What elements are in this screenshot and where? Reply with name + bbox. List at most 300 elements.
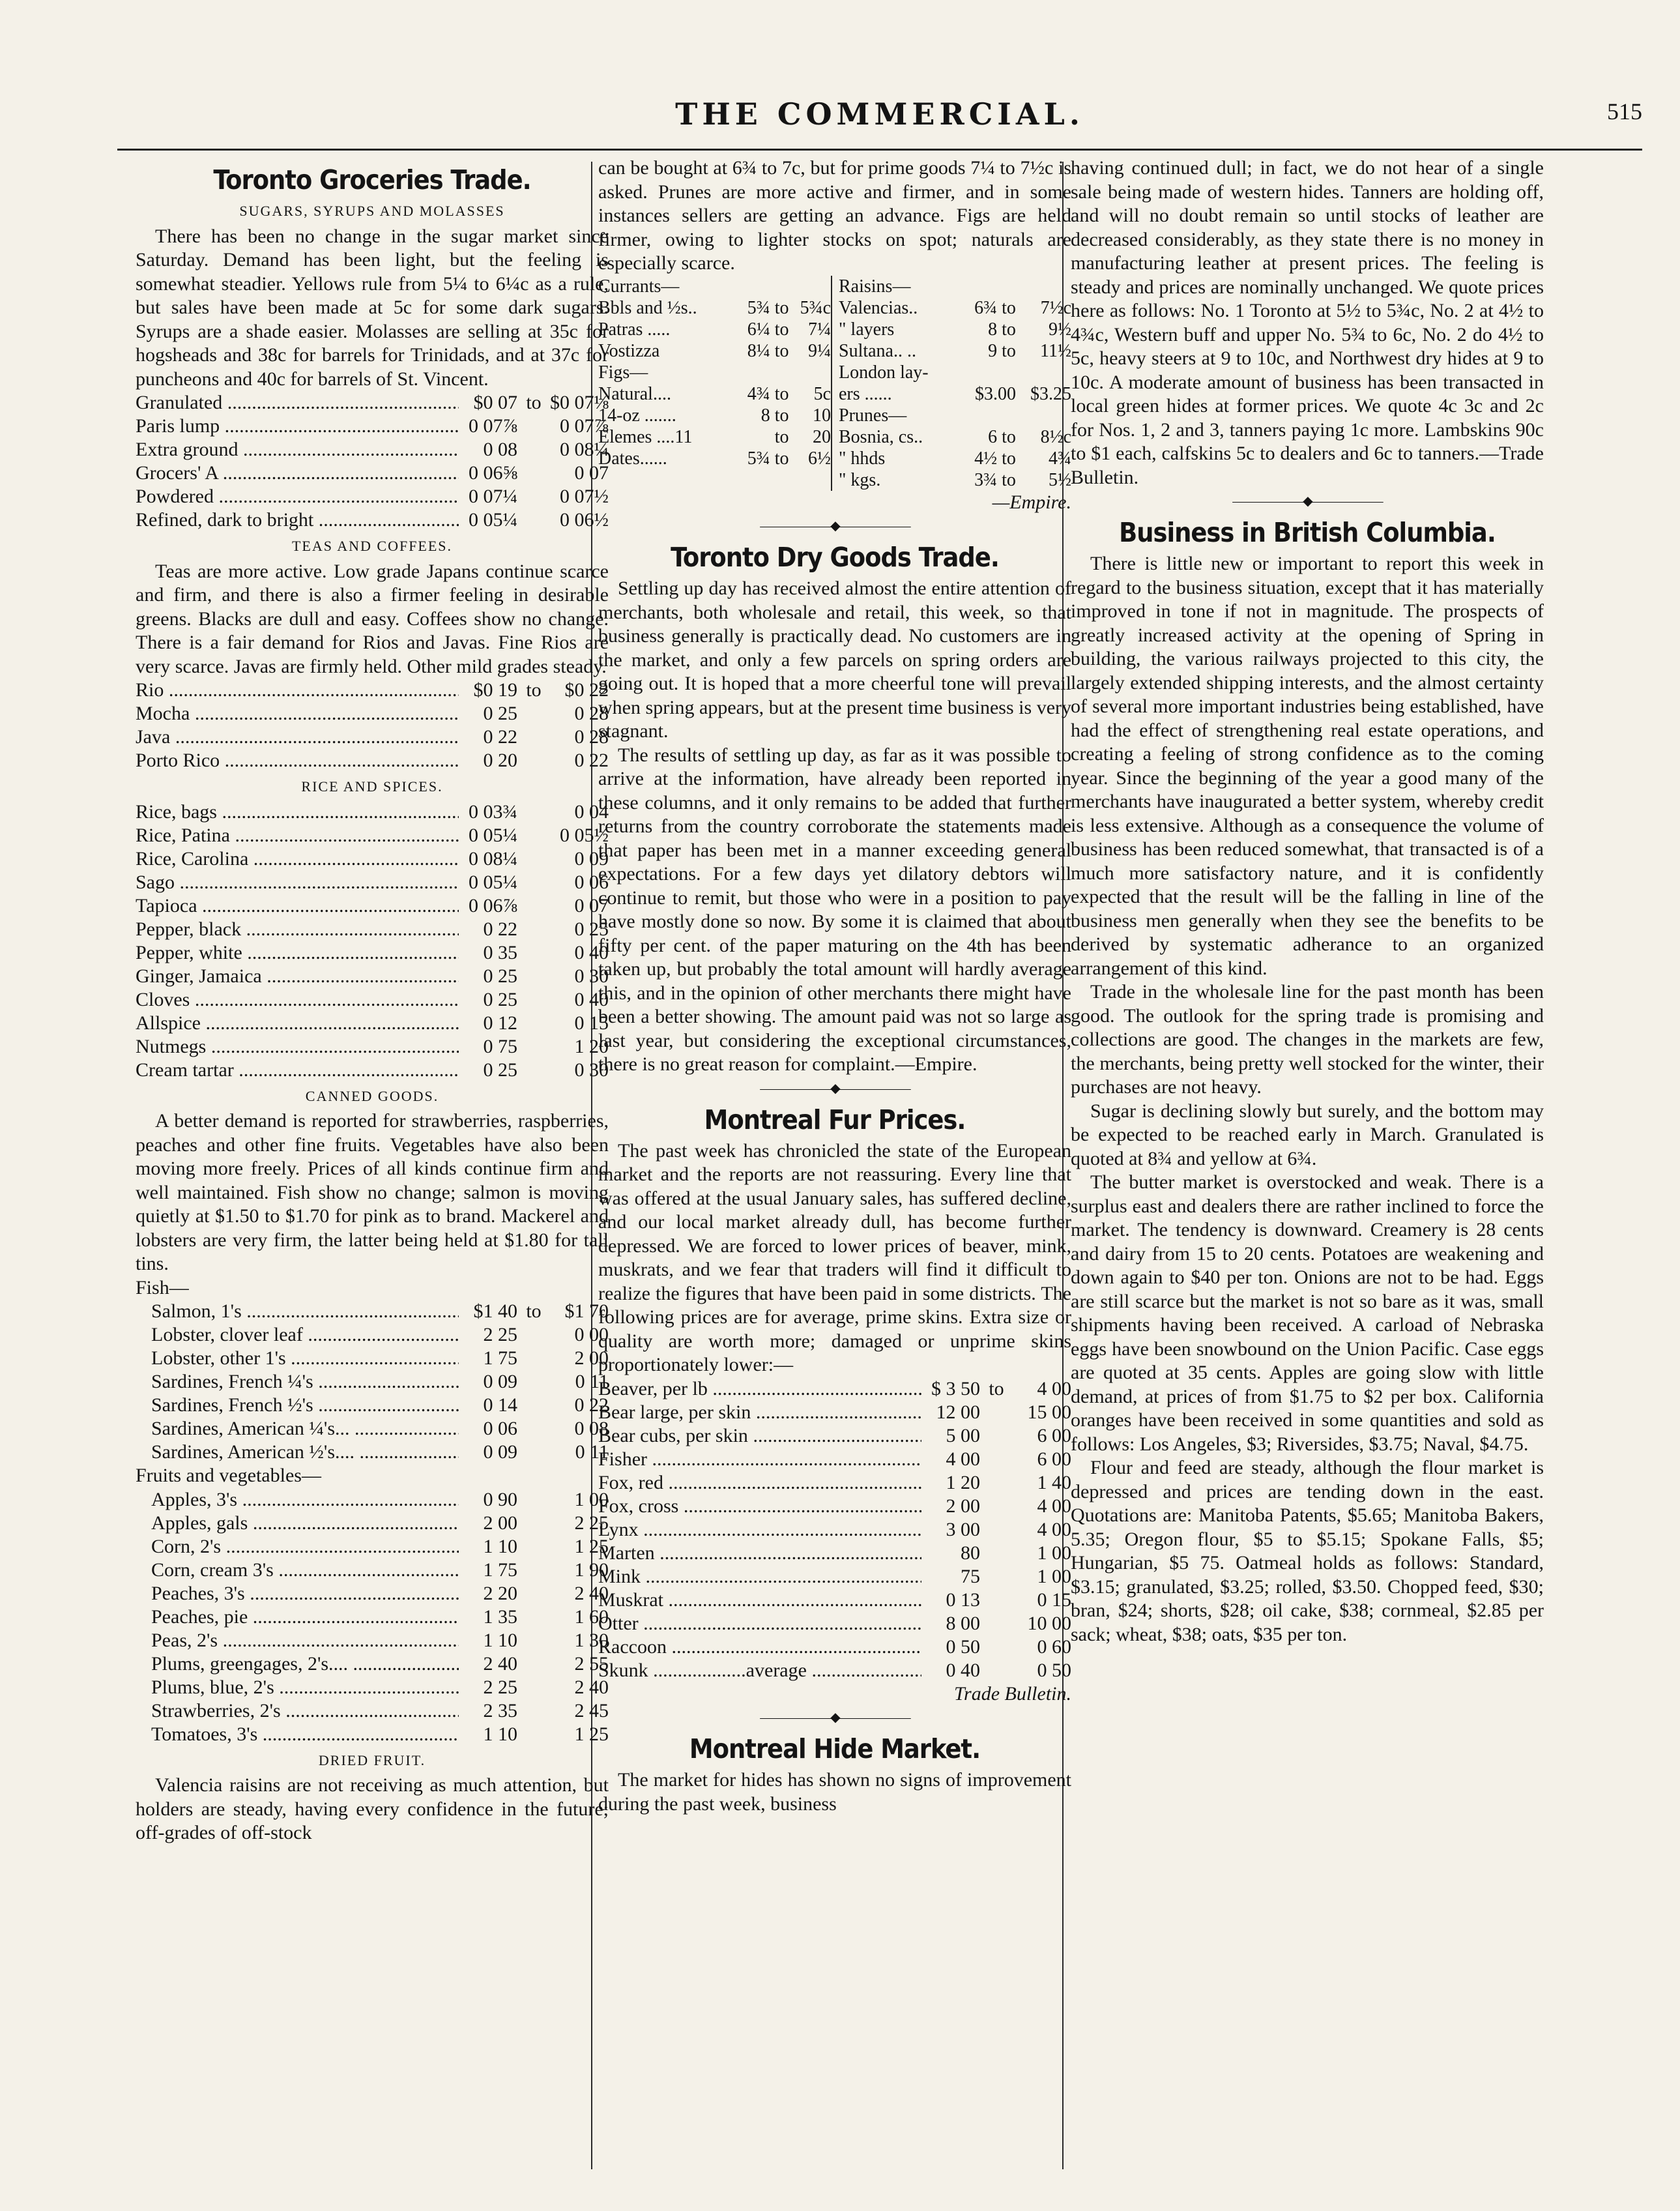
price-low: 8 00 — [946, 1612, 980, 1634]
price-low: 0 50 — [946, 1635, 980, 1658]
price-row — [839, 340, 1071, 362]
price-row — [136, 1441, 609, 1464]
price-low: 5¾ to — [747, 297, 789, 318]
price-low: 0 22 — [483, 918, 517, 940]
price-low: 0 14 — [483, 1394, 517, 1416]
price-high: 2 00 — [574, 1347, 609, 1369]
price-high: 0 07⅞ — [560, 415, 609, 437]
price-to: to — [526, 1300, 542, 1322]
price-row — [839, 383, 1071, 405]
price-high: 1 00 — [574, 1488, 609, 1510]
price-high: 0 25 — [574, 918, 609, 940]
item-name: Peas, 2's ..... — [136, 1629, 459, 1652]
article-heading: Toronto Dry Goods Trade. — [671, 542, 999, 573]
price-low — [960, 276, 1016, 297]
price-row — [598, 1448, 1071, 1471]
price-row — [839, 448, 1071, 469]
price-high: 0 07½ — [560, 486, 609, 507]
item-name: Bear cubs, per skin ..... — [598, 1424, 921, 1448]
price-high — [1016, 362, 1071, 383]
price-row — [598, 1589, 1071, 1612]
item-name: Pepper, white ..... — [136, 941, 459, 965]
price-table — [839, 276, 1071, 491]
group-label: Fish— — [136, 1276, 189, 1298]
price-high: 0 07 — [574, 894, 609, 916]
price-to — [517, 1370, 550, 1394]
price-high: 2 55 — [574, 1652, 609, 1675]
price-row — [136, 871, 609, 894]
paragraph: A better demand is reported for strawberries, raspberries, peaches and other fine fruits. Vegetables have also been moving more freely. Prices of all kinds continue firm and well maintained. Fish show no change; salmon is moving quietly at $1.50 to $1.70 for pink as to brand. Mackerel and lobsters are very firm, the latter being held at $1.80 for tall tins. — [136, 1110, 609, 1274]
price-high: 0 07 — [574, 462, 609, 484]
price-high: 0 22 — [574, 750, 609, 771]
price-row — [598, 340, 831, 362]
item-name: 14-oz ....... — [598, 405, 676, 426]
subheading: CANNED GOODS. — [305, 1087, 439, 1104]
price-low: 0 07⅞ — [469, 415, 517, 437]
price-to — [517, 1012, 550, 1035]
price-high: 0 60 — [1037, 1635, 1071, 1658]
price-to — [517, 1699, 550, 1723]
price-row — [136, 1059, 609, 1082]
price-to — [517, 918, 550, 941]
article-heading: Toronto Groceries Trade. — [213, 164, 531, 196]
price-low: 0 12 — [483, 1012, 517, 1034]
price-row — [136, 1559, 609, 1582]
price-high: 5c — [813, 383, 831, 404]
price-row — [598, 276, 831, 297]
item-name: Figs— — [598, 362, 648, 383]
item-name: Tapioca ..... — [136, 894, 459, 918]
price-row — [136, 1512, 609, 1535]
price-low: 2 35 — [483, 1699, 517, 1721]
item-name: Valencias.. — [839, 297, 918, 318]
price-low: 0 35 — [483, 941, 517, 963]
item-name: Tomatoes, 3's ..... — [136, 1723, 459, 1746]
price-to — [517, 725, 550, 749]
item-name: Currants— — [598, 276, 680, 297]
price-row — [598, 1612, 1071, 1635]
price-high: 1 00 — [1037, 1565, 1071, 1587]
item-name: Extra ground ..... — [136, 438, 459, 461]
price-to — [517, 438, 550, 461]
price-table — [136, 679, 609, 772]
paragraph: There has been no change in the sugar market since Saturday. Demand has been light, but the feeling is somewhat steadier. Yellows rule from 5¼ to 6¼c as a rule, but sales have been made at 5c for some dark sugars. Syrups are a shade easier. Molasses are selling at 35c for hogsheads and 38c for barrels for Trinidads, and at 37c for puncheons and 40c for barrels of St. Vincent. — [136, 225, 609, 390]
price-to — [517, 702, 550, 725]
price-high: 0 11 — [575, 1371, 609, 1392]
price-low: 75 — [961, 1565, 980, 1587]
price-low: 0 06⅞ — [469, 894, 517, 916]
price-table — [598, 1377, 1071, 1682]
price-high: 5½ — [1049, 469, 1071, 490]
price-high: 11½ — [1040, 340, 1071, 361]
item-name: Raccoon ..... — [598, 1635, 921, 1659]
item-name: Fox, cross ..... — [598, 1495, 921, 1518]
price-row — [598, 1424, 1071, 1448]
price-high: 0 22 — [574, 1394, 609, 1416]
paragraph: can be bought at 6¾ to 7c, but for prime goods 7¼ to 7½c is asked. Prunes are more active and firmer, and in some instances sellers are getting an advance. Figs are held firmer, owing to lighter stocks on spot; naturals are especially scarce. — [598, 157, 1071, 274]
price-row — [839, 276, 1071, 297]
price-low: 0 13 — [946, 1589, 980, 1611]
price-to — [517, 1035, 550, 1059]
masthead-rule — [117, 149, 1642, 151]
separator-rule: ——————◆—————— — [760, 1081, 910, 1096]
price-to — [980, 1542, 1013, 1565]
price-low: $3.00 — [974, 383, 1016, 404]
price-high: 1 40 — [1037, 1471, 1071, 1493]
paragraph: The past week has chronicled the state of the European market and the reports are not reassuring. Every line that was offered at the usual January sales, has suffered decline, and our local market already dull, has become further depressed. We are forced to lower prices of beaver, mink, muskrats, and we fear that traders will find it difficult to realize the figures that have been paid in some districts. The following prices are for average, prime skins. Extra size or quality are worth more; damaged or unprime skins proportionately lower:— — [598, 1139, 1071, 1375]
item-name: Muskrat ..... — [598, 1589, 921, 1612]
price-high: 0 04 — [574, 800, 609, 823]
item-name: Paris lump ..... — [136, 415, 459, 438]
price-low: 1 75 — [483, 1347, 517, 1369]
item-name: " kgs. — [839, 469, 881, 490]
price-to — [517, 800, 550, 824]
price-high: 0 06½ — [560, 509, 609, 531]
price-low: 0 25 — [483, 988, 517, 1010]
price-to — [517, 749, 550, 772]
price-table — [136, 391, 609, 532]
price-low: 0 07¼ — [469, 486, 517, 507]
price-row — [136, 679, 609, 702]
price-to — [980, 1471, 1013, 1495]
price-low: 6¼ to — [747, 319, 789, 340]
price-to — [980, 1612, 1013, 1635]
price-low: 0 22 — [483, 726, 517, 748]
item-name: Sago ..... — [136, 871, 459, 894]
price-low: $0 07 — [473, 392, 517, 413]
price-row — [136, 1035, 609, 1059]
item-name: Pepper, black ..... — [136, 918, 459, 941]
item-name: Rice, Carolina ..... — [136, 847, 459, 871]
price-row — [598, 448, 831, 469]
price-row — [136, 1417, 609, 1441]
item-name: Cloves ..... — [136, 988, 459, 1012]
price-low: 0 05¼ — [469, 871, 517, 893]
price-high: 4 00 — [1037, 1518, 1071, 1540]
price-high: 0 15 — [574, 1012, 609, 1034]
item-name: Apples, gals ..... — [136, 1512, 459, 1535]
item-name: Cream tartar ..... — [136, 1059, 459, 1082]
item-name: Sardines, American ½'s.... ..... — [136, 1441, 459, 1464]
price-to — [517, 461, 550, 485]
price-high: 9¼ — [808, 340, 831, 361]
price-low: 0 40 — [946, 1659, 980, 1681]
price-low — [732, 362, 789, 383]
price-low: 8 to — [760, 405, 789, 426]
price-row — [839, 405, 1071, 426]
price-to — [980, 1659, 1013, 1682]
price-low: 12 00 — [936, 1401, 980, 1423]
separator-rule: ——————◆—————— — [1232, 494, 1382, 508]
subheading: SUGARS, SYRUPS AND MOLASSES — [239, 203, 505, 219]
price-low: 1 10 — [483, 1535, 517, 1557]
item-name: Raisins— — [839, 276, 911, 297]
price-low — [732, 276, 789, 297]
price-low: 0 20 — [483, 750, 517, 771]
item-name: Lobster, clover leaf ..... — [136, 1323, 459, 1347]
item-name: Rice, Patina ..... — [136, 824, 459, 847]
source-credit: Trade Bulletin. — [954, 1682, 1071, 1705]
price-high — [789, 276, 831, 297]
item-name: Rio ..... — [136, 679, 459, 702]
price-row — [839, 297, 1071, 319]
price-row — [136, 1300, 609, 1323]
paragraph: Flour and feed are steady, although the flour market is depressed and prices are tending down in the east. Quotations are: Manitoba Patents, $5.65; Manitoba Bakers, 5.35; Oregon flour, $5 to $5.15; Spokane Falls, $5; Hungarian, $5 75. Oatmeal holds as follows: Standard, $3.15; granulated, $3.25; rolled, $3.50. Chopped feed, $30; bran, $24; shorts, $28; oil cake, $38; cornmeal, $2.85 per sack; wheat, $38; oats, $35 per ton. — [1071, 1457, 1544, 1645]
price-high: 0 11 — [575, 1441, 609, 1463]
item-name: Patras ..... — [598, 319, 671, 340]
price-row — [598, 1401, 1071, 1424]
price-row — [598, 1495, 1071, 1518]
dried-fruit-right — [831, 276, 1071, 491]
item-name: Otter ..... — [598, 1612, 921, 1635]
item-name: Sultana.. .. — [839, 340, 916, 361]
item-name: London lay- — [839, 362, 929, 383]
price-low: 0 06 — [483, 1418, 517, 1439]
item-name: Allspice ..... — [136, 1012, 459, 1035]
price-high: 7½c — [1040, 297, 1071, 318]
price-low: 0 25 — [483, 1059, 517, 1081]
price-low: 4¾ to — [747, 383, 789, 404]
price-high: 0 06 — [574, 871, 609, 893]
price-row — [598, 1377, 1071, 1401]
price-row — [136, 965, 609, 988]
masthead-title: THE COMMERCIAL. — [675, 96, 1084, 132]
price-high: 9½ — [1049, 319, 1071, 340]
price-to — [517, 1059, 550, 1082]
price-row — [598, 319, 831, 340]
price-low: 0 03¾ — [469, 800, 517, 823]
price-to — [980, 1565, 1013, 1589]
price-to — [517, 871, 550, 894]
item-name: Marten ..... — [598, 1542, 921, 1565]
item-name: Java ..... — [136, 725, 459, 749]
price-to — [517, 1441, 550, 1464]
price-to: to — [526, 679, 542, 701]
price-high: 1 25 — [574, 1535, 609, 1557]
item-name: Plums, blue, 2's ..... — [136, 1676, 459, 1699]
price-to — [517, 965, 550, 988]
price-low: 8 to — [988, 319, 1016, 340]
column-3 — [1071, 156, 1544, 1647]
price-row — [136, 1323, 609, 1347]
item-name: Beaver, per lb ..... — [598, 1377, 921, 1401]
price-row — [839, 426, 1071, 448]
price-low: 5 00 — [946, 1424, 980, 1446]
price-row — [136, 941, 609, 965]
price-low: 3¾ to — [974, 469, 1016, 490]
price-to — [517, 824, 550, 847]
price-to — [517, 485, 550, 508]
price-to: to — [989, 1377, 1004, 1399]
price-to — [517, 1512, 550, 1535]
price-low: 80 — [961, 1542, 980, 1564]
item-name: Sardines, French ½'s ..... — [136, 1394, 459, 1417]
dried-fruit-table — [598, 276, 1071, 491]
price-row — [598, 426, 831, 448]
item-name: ers ...... — [839, 383, 892, 404]
subheading: RICE AND SPICES. — [301, 778, 443, 795]
price-row — [136, 1012, 609, 1035]
price-row — [136, 847, 609, 871]
price-high: $3.25 — [1030, 383, 1071, 404]
price-high: $1 70 — [564, 1300, 609, 1322]
paragraph: The market for hides has shown no signs of improvement during the past week, business — [598, 1769, 1071, 1815]
column-2 — [598, 156, 1071, 1816]
price-low: 1 35 — [483, 1605, 517, 1628]
price-to — [517, 1676, 550, 1699]
price-low: 2 00 — [946, 1495, 980, 1517]
price-low: 0 09 — [483, 1441, 517, 1463]
price-row — [839, 362, 1071, 383]
item-name: Refined, dark to bright ..... — [136, 508, 459, 532]
price-high: 5¾c — [800, 297, 831, 318]
item-name: Peaches, pie ..... — [136, 1605, 459, 1629]
price-high: 10 — [813, 405, 831, 426]
price-row — [136, 391, 609, 415]
article-heading: Montreal Hide Market. — [689, 1733, 981, 1764]
price-row — [136, 415, 609, 438]
price-to — [980, 1495, 1013, 1518]
item-name: Plums, greengages, 2's.... ..... — [136, 1652, 459, 1676]
price-row — [136, 438, 609, 461]
price-table — [136, 1488, 609, 1746]
price-to — [517, 1488, 550, 1512]
price-low: 6¾ to — [974, 297, 1016, 318]
price-row — [136, 824, 609, 847]
price-row — [598, 1635, 1071, 1659]
price-to — [517, 1323, 550, 1347]
price-row — [136, 1582, 609, 1605]
price-row — [136, 1676, 609, 1699]
item-name: Corn, cream 3's ..... — [136, 1559, 459, 1582]
price-to — [517, 1629, 550, 1652]
price-high: 6½ — [808, 448, 831, 469]
price-high: 0 08¼ — [560, 439, 609, 460]
price-high: 1 00 — [1037, 1542, 1071, 1564]
price-row — [598, 383, 831, 405]
item-name: Fox, red ..... — [598, 1471, 921, 1495]
price-high: 0 08 — [574, 1418, 609, 1439]
item-name: Lobster, other 1's ..... — [136, 1347, 459, 1370]
price-row — [136, 1629, 609, 1652]
price-high: 6 00 — [1037, 1448, 1071, 1470]
price-high: 4 00 — [1037, 1495, 1071, 1517]
price-low: 0 09 — [483, 1371, 517, 1392]
price-to — [517, 988, 550, 1012]
price-low: 5¾ to — [747, 448, 789, 469]
price-to — [980, 1448, 1013, 1471]
price-high: 8½c — [1040, 426, 1071, 447]
price-low: 4 00 — [946, 1448, 980, 1470]
price-row — [136, 1723, 609, 1746]
price-row — [598, 1542, 1071, 1565]
price-to: to — [526, 392, 542, 413]
price-row — [136, 1652, 609, 1676]
price-row — [839, 319, 1071, 340]
price-low: 0 05¼ — [469, 509, 517, 531]
price-low: 2 40 — [483, 1652, 517, 1675]
item-name: Fisher ..... — [598, 1448, 921, 1471]
price-low — [960, 362, 1016, 383]
dried-fruit-left — [598, 276, 831, 491]
item-name: Lynx ..... — [598, 1518, 921, 1542]
price-row — [839, 469, 1071, 491]
paragraph: Settling up day has received almost the entire attention of merchants, both wholesale and retail, this week, so that business generally is practically dead. No customers are in the market, and only a few parcels on spring orders are going out. It is hoped that a more cheerful tone will prevail when spring appears, but at the present time business is very stagnant. — [598, 578, 1071, 742]
price-high: 1 20 — [574, 1035, 609, 1057]
price-low: 1 10 — [483, 1629, 517, 1651]
price-high: 1 60 — [574, 1605, 609, 1628]
price-row — [598, 1471, 1071, 1495]
price-row — [136, 1347, 609, 1370]
price-high: 0 00 — [574, 1324, 609, 1345]
price-low: 2 25 — [483, 1324, 517, 1345]
price-row — [136, 702, 609, 725]
price-low: 0 05¼ — [469, 824, 517, 846]
item-name: Peaches, 3's ..... — [136, 1582, 459, 1605]
price-low: 0 75 — [483, 1035, 517, 1057]
price-low: 1 10 — [483, 1723, 517, 1745]
price-high: 4 00 — [1037, 1377, 1071, 1399]
price-low: 2 20 — [483, 1582, 517, 1604]
item-name: Sardines, American ¼'s... ..... — [136, 1417, 459, 1441]
item-name: Bosnia, cs.. — [839, 426, 923, 447]
price-low: 1 75 — [483, 1559, 517, 1581]
page-number: 515 — [1607, 98, 1642, 124]
item-name: Sardines, French ¼'s ..... — [136, 1370, 459, 1394]
price-to — [980, 1635, 1013, 1659]
price-to — [517, 1582, 550, 1605]
item-name: Salmon, 1's ..... — [136, 1300, 459, 1323]
item-name: Porto Rico ..... — [136, 749, 459, 772]
price-row — [136, 1535, 609, 1559]
item-name: " hhds — [839, 448, 886, 469]
price-row — [136, 485, 609, 508]
item-name: Powdered ..... — [136, 485, 459, 508]
price-to — [980, 1518, 1013, 1542]
price-high: 1 30 — [574, 1629, 609, 1651]
price-table — [136, 800, 609, 1082]
price-high: 0 15 — [1037, 1589, 1071, 1611]
price-to — [517, 1605, 550, 1629]
item-name: Nutmegs ..... — [136, 1035, 459, 1059]
price-row — [136, 508, 609, 532]
price-high: 2 40 — [574, 1676, 609, 1698]
price-low: $0 19 — [473, 679, 517, 701]
item-name: Elemes ....11 — [598, 426, 693, 447]
price-to — [517, 1347, 550, 1370]
item-name: Apples, 3's ..... — [136, 1488, 459, 1512]
masthead — [117, 96, 1642, 142]
price-row — [136, 1370, 609, 1394]
price-row — [598, 1518, 1071, 1542]
article-heading: Business in British Columbia. — [1119, 517, 1496, 548]
price-high: 2 25 — [574, 1512, 609, 1534]
item-name: Bear large, per skin ..... — [598, 1401, 921, 1424]
price-to — [517, 508, 550, 532]
price-high: 0 30 — [574, 1059, 609, 1081]
price-to — [980, 1401, 1013, 1424]
price-high: 0 30 — [574, 965, 609, 987]
item-name: Mink ..... — [598, 1565, 921, 1589]
price-row — [136, 988, 609, 1012]
price-row — [598, 405, 831, 426]
item-name: Natural.... — [598, 383, 671, 404]
subheading: TEAS AND COFFEES. — [291, 538, 453, 554]
price-high: 7¼ — [808, 319, 831, 340]
price-to — [517, 1417, 550, 1441]
price-high: 0 28 — [574, 703, 609, 724]
item-name: Granulated ..... — [136, 391, 459, 415]
